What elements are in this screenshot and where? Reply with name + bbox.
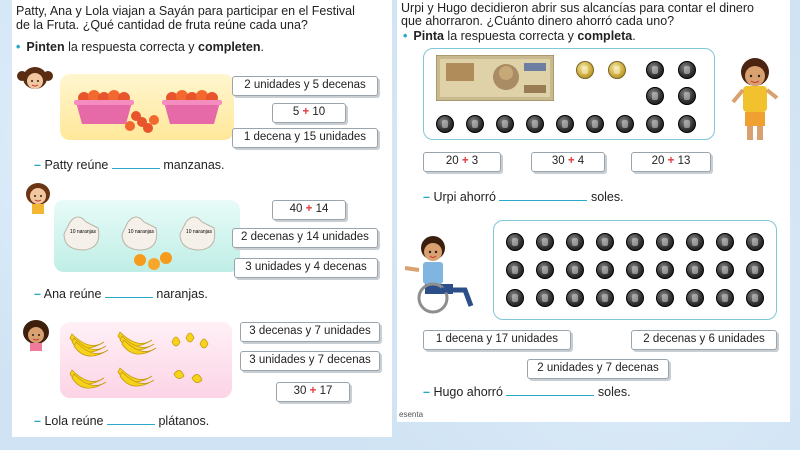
coin-icon	[596, 289, 614, 307]
coin-icon	[678, 87, 696, 105]
addend-a: 40	[289, 203, 303, 215]
hugo-option-3[interactable]: 2 unidades y 7 decenas	[527, 359, 669, 379]
hugo-option-2[interactable]: 2 decenas y 6 unidades	[631, 330, 777, 350]
urpi-option-1[interactable]	[423, 152, 501, 172]
addend-b: 4	[577, 155, 585, 167]
dash: –	[423, 385, 430, 399]
ana-answer-suffix: naranjas.	[156, 287, 208, 301]
patty-option-1[interactable]: 2 unidades y 5 decenas	[232, 76, 378, 96]
urpi-character	[731, 56, 779, 144]
instruction-end: .	[632, 29, 636, 43]
coin-icon	[596, 233, 614, 251]
addend-b: 3	[471, 155, 479, 167]
dash: –	[423, 190, 430, 204]
coin-icon	[686, 233, 704, 251]
coin-icon	[716, 289, 734, 307]
left-intro-line1: Patty, Ana y Lola viajan a Sayán para participar en el Festival	[16, 4, 355, 18]
coin-icon	[626, 233, 644, 251]
coin-icon	[646, 61, 664, 79]
plus-sign: +	[461, 155, 469, 167]
lola-answer-blank[interactable]	[107, 424, 155, 425]
hugo-answer-suffix: soles.	[597, 385, 631, 399]
addend-a: 20	[445, 155, 459, 167]
instruction-bold-1: Pinten	[26, 40, 65, 54]
coin-icon	[566, 233, 584, 251]
coin-icon	[596, 261, 614, 279]
instruction-mid: la respuesta correcta y	[64, 40, 198, 54]
coin-icon	[678, 61, 696, 79]
instruction-mid: la respuesta correcta y	[443, 29, 578, 43]
coin-icon	[566, 289, 584, 307]
hugo-coins-panel	[493, 220, 777, 320]
plus-sign: +	[302, 106, 310, 118]
coin-icon	[716, 233, 734, 251]
left-intro-line2: de la Fruta. ¿Qué cantidad de fruta reúne cada una?	[16, 18, 308, 32]
ana-answer-blank[interactable]	[105, 297, 153, 298]
coin-icon	[646, 115, 664, 133]
right-instruction	[403, 29, 636, 43]
left-worksheet-page	[12, 0, 392, 437]
dash: –	[34, 414, 41, 428]
lola-answer-suffix: plátanos.	[158, 414, 210, 428]
coin-icon	[566, 261, 584, 279]
ana-answer-prefix: Ana reúne	[43, 287, 102, 301]
coin-icon	[626, 289, 644, 307]
urpi-answer-line	[423, 190, 624, 204]
right-intro-line1: Urpi y Hugo decidieron abrir sus alcancías para contar el dinero	[401, 1, 754, 15]
bag-label-1: 10 naranjas	[69, 229, 97, 235]
gold-coin-icon	[608, 61, 626, 79]
coin-icon	[496, 115, 514, 133]
urpi-answer-prefix: Urpi ahorró	[433, 190, 496, 204]
coin-icon	[556, 115, 574, 133]
bullet-icon: •	[403, 29, 408, 43]
patty-answer-line	[34, 158, 225, 172]
lola-answer-prefix: Lola reúne	[44, 414, 104, 428]
patty-option-3[interactable]: 1 decena y 15 unidades	[232, 128, 378, 148]
patty-answer-suffix: manzanas.	[163, 158, 225, 172]
banknote-icon	[436, 55, 554, 101]
hugo-option-1[interactable]: 1 decena y 17 unidades	[423, 330, 571, 350]
ana-oranges-panel	[54, 200, 240, 272]
coin-icon	[746, 261, 764, 279]
coin-icon	[746, 289, 764, 307]
ana-option-2[interactable]: 2 decenas y 14 unidades	[232, 228, 378, 248]
coin-icon	[656, 233, 674, 251]
addend-b: 14	[315, 203, 329, 215]
coin-icon	[466, 115, 484, 133]
patty-character	[16, 64, 54, 98]
addend-b: 10	[312, 106, 326, 118]
ana-option-1[interactable]	[272, 200, 346, 220]
plus-sign: +	[667, 155, 675, 167]
ana-answer-line	[34, 287, 208, 301]
coin-icon	[526, 115, 544, 133]
dash: –	[34, 158, 41, 172]
coin-icon	[506, 261, 524, 279]
coin-icon	[536, 261, 554, 279]
coin-icon	[626, 261, 644, 279]
ana-option-3[interactable]: 3 unidades y 4 decenas	[234, 258, 378, 278]
bullet-icon: •	[16, 40, 21, 54]
coin-icon	[536, 233, 554, 251]
coin-icon	[746, 233, 764, 251]
addend-a: 30	[551, 155, 565, 167]
hugo-answer-line	[423, 385, 631, 399]
lola-option-2[interactable]: 3 unidades y 7 decenas	[240, 351, 380, 371]
lola-answer-line	[34, 414, 209, 428]
patty-answer-prefix: Patty reúne	[44, 158, 109, 172]
hugo-answer-blank[interactable]	[506, 395, 594, 396]
coin-icon	[678, 115, 696, 133]
orange-bags-image	[54, 200, 240, 272]
coin-icon	[436, 115, 454, 133]
footer-text: esenta	[399, 410, 424, 419]
coin-icon	[686, 261, 704, 279]
coin-icon	[716, 261, 734, 279]
patty-option-2[interactable]	[272, 103, 346, 123]
coin-icon	[506, 233, 524, 251]
ana-character	[20, 180, 58, 216]
gold-coin-icon	[576, 61, 594, 79]
coin-icon	[536, 289, 554, 307]
urpi-option-3[interactable]	[631, 152, 711, 172]
bag-label-2: 10 naranjas	[127, 229, 155, 235]
coin-icon	[686, 289, 704, 307]
lola-character	[16, 318, 56, 352]
addend-a: 5	[292, 106, 300, 118]
coin-icon	[616, 115, 634, 133]
instruction-bold-2: completa	[577, 29, 633, 43]
bag-label-3: 10 naranjas	[185, 229, 213, 235]
coin-icon	[586, 115, 604, 133]
addend-a: 20	[651, 155, 665, 167]
urpi-option-2[interactable]	[531, 152, 605, 172]
urpi-answer-suffix: soles.	[590, 190, 624, 204]
lola-option-1[interactable]: 3 decenas y 7 unidades	[240, 322, 380, 342]
plus-sign: +	[305, 203, 313, 215]
instruction-bold-2: completen	[198, 40, 261, 54]
instruction-end: .	[260, 40, 264, 54]
lola-bananas-panel	[60, 322, 232, 398]
lola-option-3[interactable]	[276, 382, 350, 402]
addend-b: 17	[319, 385, 333, 397]
patty-apples-panel	[60, 74, 234, 140]
addend-b: 13	[677, 155, 691, 167]
coin-icon	[656, 261, 674, 279]
patty-answer-blank[interactable]	[112, 168, 160, 169]
dash: –	[34, 287, 41, 301]
coin-icon	[646, 87, 664, 105]
hugo-character	[401, 232, 485, 314]
coin-icon	[656, 289, 674, 307]
apple-baskets-image	[60, 74, 234, 140]
right-worksheet-page	[397, 0, 790, 422]
right-intro-line2: que ahorraron. ¿Cuánto dinero ahorró cada uno?	[401, 14, 675, 28]
urpi-answer-blank[interactable]	[499, 200, 587, 201]
hugo-answer-prefix: Hugo ahorró	[433, 385, 503, 399]
addend-a: 30	[293, 385, 307, 397]
plus-sign: +	[567, 155, 575, 167]
plus-sign: +	[309, 385, 317, 397]
left-instruction	[16, 40, 264, 54]
instruction-bold-1: Pinta	[413, 29, 444, 43]
bananas-image	[60, 322, 232, 398]
coin-icon	[506, 289, 524, 307]
urpi-money-panel	[423, 48, 715, 140]
